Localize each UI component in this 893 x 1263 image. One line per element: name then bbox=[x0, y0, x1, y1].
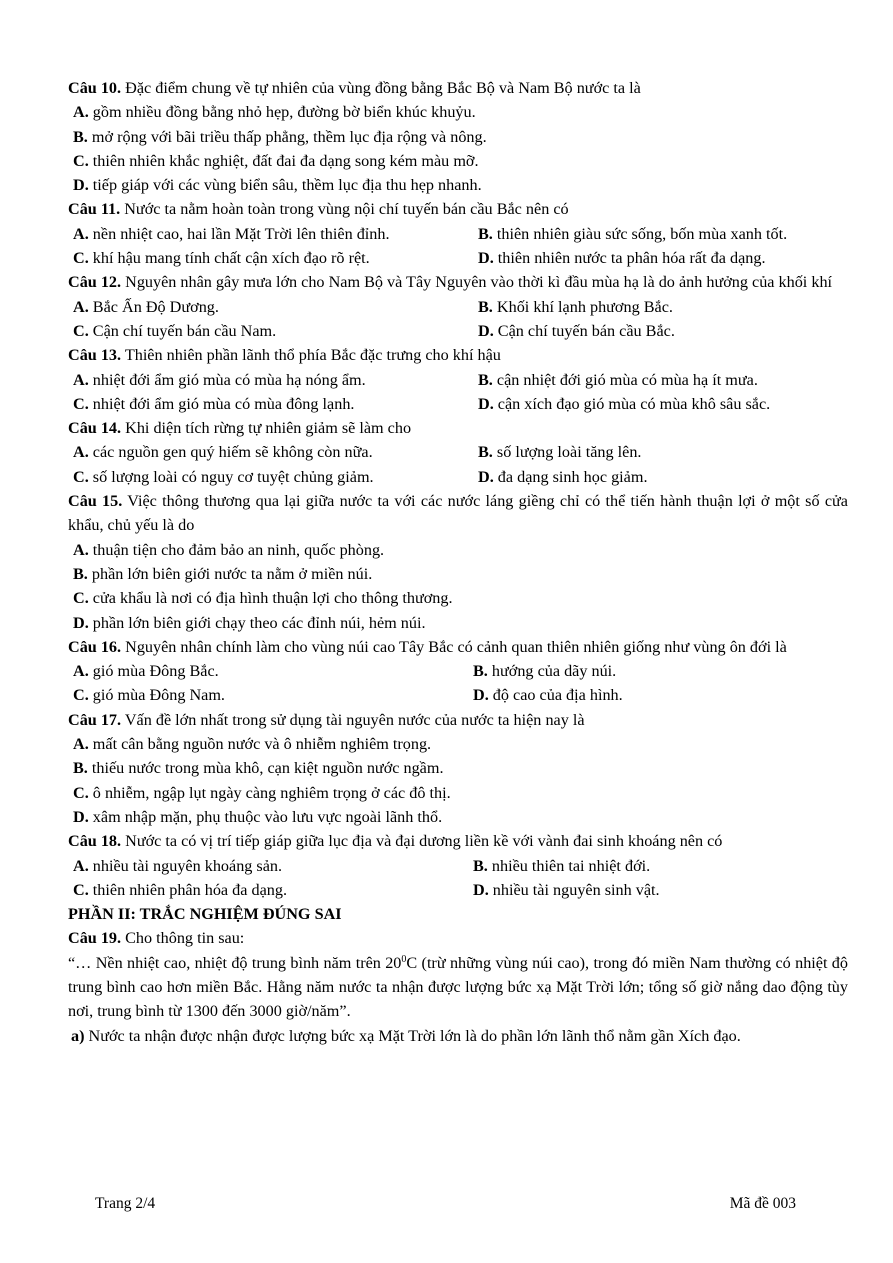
option-text: gió mùa Đông Bắc. bbox=[88, 662, 219, 681]
option-key: D. bbox=[73, 807, 89, 826]
option-text: xâm nhập mặn, phụ thuộc vào lưu vực ngoài lãnh thổ. bbox=[88, 807, 443, 826]
option-a bbox=[73, 854, 473, 878]
option-key: D. bbox=[478, 321, 494, 340]
option-row bbox=[73, 246, 848, 270]
option-text: thiên nhiên phân hóa đa dạng. bbox=[88, 880, 287, 899]
question-12 bbox=[68, 270, 848, 294]
option-key: D. bbox=[73, 176, 89, 195]
option-b bbox=[473, 659, 616, 683]
option-text: ô nhiễm, ngập lụt ngày càng nghiêm trọng ở các đô thị. bbox=[88, 783, 451, 802]
option-c bbox=[73, 683, 473, 707]
option-key: B. bbox=[473, 662, 488, 681]
option-key: D. bbox=[73, 613, 89, 632]
option-text: số lượng loài tăng lên. bbox=[492, 443, 642, 462]
question-text: Việc thông thương qua lại giữa nước ta với các nước láng giềng chỉ có thể tiến hành thuận lợi ở một số cửa khẩu, chủ yếu là do bbox=[68, 492, 848, 535]
question-label: Câu 10. bbox=[68, 79, 122, 97]
question-13 bbox=[68, 343, 848, 367]
option-d bbox=[73, 611, 848, 635]
question-label: Câu 13. bbox=[68, 346, 122, 365]
option-text: số lượng loài có nguy cơ tuyệt chủng giảm. bbox=[88, 467, 374, 486]
option-key: C. bbox=[73, 321, 89, 340]
option-text: nền nhiệt cao, hai lần Mặt Trời lên thiên đỉnh. bbox=[88, 224, 390, 243]
question-label: Câu 16. bbox=[68, 637, 122, 656]
option-row bbox=[73, 368, 848, 392]
exam-page bbox=[68, 76, 848, 1048]
option-c bbox=[73, 878, 473, 902]
option-text: nhiều tài nguyên sinh vật. bbox=[488, 880, 660, 899]
option-text: thiên nhiên khắc nghiệt, đất đai đa dạng song kém màu mỡ. bbox=[88, 151, 479, 170]
option-key: A. bbox=[73, 735, 89, 754]
option-d bbox=[478, 465, 648, 489]
option-text: Cận chí tuyến bán cầu Bắc. bbox=[493, 321, 675, 340]
option-c bbox=[73, 246, 478, 270]
page-number: Trang 2/4 bbox=[95, 1195, 156, 1212]
option-row bbox=[73, 878, 848, 902]
option-b bbox=[73, 562, 848, 586]
question-17 bbox=[68, 708, 848, 732]
option-key: D. bbox=[478, 394, 494, 413]
option-key: B. bbox=[478, 224, 493, 243]
option-text: gồm nhiều đồng bằng nhỏ hẹp, đường bờ biển khúc khuỷu. bbox=[88, 103, 476, 122]
option-a bbox=[73, 222, 478, 246]
question-text: Nước ta có vị trí tiếp giáp giữa lục địa và đại dương liền kề với vành đai sinh khoáng nên có bbox=[121, 832, 723, 851]
option-text: thiếu nước trong mùa khô, cạn kiệt nguồn nước ngầm. bbox=[87, 759, 444, 778]
option-text: khí hậu mang tính chất cận xích đạo rõ rệt. bbox=[88, 249, 370, 268]
option-text: đa dạng sinh học giảm. bbox=[493, 467, 648, 486]
statement-a bbox=[71, 1024, 848, 1048]
question-11 bbox=[68, 197, 848, 221]
option-a bbox=[73, 538, 848, 562]
question-text: Vấn đề lớn nhất trong sử dụng tài nguyên nước của nước ta hiện nay là bbox=[121, 710, 585, 729]
option-text: cận xích đạo gió mùa có mùa khô sâu sắc. bbox=[493, 394, 771, 413]
option-text: mở rộng với bãi triều thấp phẳng, thềm lục địa rộng và nông. bbox=[87, 127, 487, 146]
option-b bbox=[73, 125, 848, 149]
degree-superscript: 0 bbox=[401, 953, 407, 965]
option-row bbox=[73, 295, 848, 319]
option-text: phần lớn biên giới chạy theo các đỉnh núi, hẻm núi. bbox=[88, 613, 426, 632]
option-c bbox=[73, 149, 848, 173]
statement-label: a) bbox=[71, 1026, 85, 1045]
option-c bbox=[73, 781, 848, 805]
option-key: A. bbox=[73, 103, 89, 122]
question-text: Cho thông tin sau: bbox=[121, 929, 245, 948]
option-d bbox=[478, 392, 770, 416]
option-key: A. bbox=[73, 370, 89, 389]
option-key: C. bbox=[73, 589, 89, 608]
option-d bbox=[73, 173, 848, 197]
question-18 bbox=[68, 829, 848, 853]
option-c bbox=[73, 586, 848, 610]
option-d bbox=[73, 805, 848, 829]
option-key: C. bbox=[73, 394, 89, 413]
option-key: B. bbox=[73, 127, 88, 146]
option-a bbox=[73, 295, 478, 319]
question-19 bbox=[68, 926, 848, 950]
question-label: Câu 15. bbox=[68, 492, 123, 511]
question-14 bbox=[68, 416, 848, 440]
option-text: gió mùa Đông Nam. bbox=[88, 686, 225, 705]
option-b bbox=[478, 440, 641, 464]
part-heading: PHẦN II: TRẮC NGHIỆM ĐÚNG SAI bbox=[68, 905, 342, 924]
question-text: Nguyên nhân chính làm cho vùng núi cao Tây Bắc có cảnh quan thiên nhiên giống như vùng ôn đới là bbox=[121, 637, 787, 656]
option-text: nhiệt đới ẩm gió mùa có mùa hạ nóng ẩm. bbox=[88, 370, 366, 389]
question-15 bbox=[68, 489, 848, 538]
question-10 bbox=[68, 76, 848, 100]
option-key: B. bbox=[73, 564, 88, 583]
option-row bbox=[73, 854, 848, 878]
option-key: A. bbox=[73, 224, 89, 243]
option-b bbox=[73, 756, 848, 780]
option-key: C. bbox=[73, 249, 89, 268]
option-d bbox=[473, 683, 623, 707]
option-c bbox=[73, 319, 478, 343]
option-text: phần lớn biên giới nước ta nằm ở miền núi. bbox=[87, 564, 373, 583]
option-a bbox=[73, 659, 473, 683]
option-text: cửa khẩu là nơi có địa hình thuận lợi cho thông thương. bbox=[88, 589, 453, 608]
option-a bbox=[73, 732, 848, 756]
option-text: thuận tiện cho đảm bảo an ninh, quốc phòng. bbox=[88, 540, 385, 559]
option-key: B. bbox=[478, 443, 493, 462]
option-key: C. bbox=[73, 686, 89, 705]
question-label: Câu 14. bbox=[68, 419, 122, 438]
option-key: A. bbox=[73, 856, 89, 875]
question-label: Câu 12. bbox=[68, 273, 122, 292]
question-text: Thiên nhiên phần lãnh thổ phía Bắc đặc trưng cho khí hậu bbox=[121, 346, 501, 365]
option-d bbox=[478, 319, 675, 343]
option-key: A. bbox=[73, 662, 89, 681]
option-text: thiên nhiên nước ta phân hóa rất đa dạng. bbox=[493, 249, 766, 268]
quote-paragraph bbox=[68, 951, 848, 1024]
option-row bbox=[73, 465, 848, 489]
option-key: D. bbox=[478, 249, 494, 268]
option-key: C. bbox=[73, 783, 89, 802]
option-text: Bắc Ấn Độ Dương. bbox=[88, 297, 219, 316]
option-key: B. bbox=[478, 297, 493, 316]
option-b bbox=[478, 222, 787, 246]
question-label: Câu 11. bbox=[68, 200, 121, 219]
option-text: hướng của dãy núi. bbox=[487, 662, 617, 681]
option-key: D. bbox=[473, 686, 489, 705]
option-row bbox=[73, 392, 848, 416]
option-key: A. bbox=[73, 443, 89, 462]
option-row bbox=[73, 659, 848, 683]
option-row bbox=[73, 319, 848, 343]
quote-text: “… Nền nhiệt cao, nhiệt độ trung bình năm trên 20 bbox=[68, 953, 402, 972]
option-d bbox=[478, 246, 766, 270]
option-text: cận nhiệt đới gió mùa có mùa hạ ít mưa. bbox=[492, 370, 758, 389]
option-text: nhiệt đới ẩm gió mùa có mùa đông lạnh. bbox=[88, 394, 355, 413]
option-b bbox=[478, 295, 673, 319]
option-text: mất cân bằng nguồn nước và ô nhiễm nghiêm trọng. bbox=[88, 735, 432, 754]
option-a bbox=[73, 368, 478, 392]
option-text: tiếp giáp với các vùng biển sâu, thềm lục địa thu hẹp nhanh. bbox=[88, 176, 482, 195]
question-label: Câu 19. bbox=[68, 929, 122, 948]
option-c bbox=[73, 392, 478, 416]
option-text: Cận chí tuyến bán cầu Nam. bbox=[88, 321, 277, 340]
option-row bbox=[73, 683, 848, 707]
option-text: Khối khí lạnh phương Bắc. bbox=[492, 297, 673, 316]
exam-code: Mã đề 003 bbox=[729, 1195, 796, 1212]
option-key: C. bbox=[73, 467, 89, 486]
option-key: B. bbox=[478, 370, 493, 389]
option-text: các nguồn gen quý hiếm sẽ không còn nữa. bbox=[88, 443, 373, 462]
option-b bbox=[478, 368, 758, 392]
option-key: D. bbox=[473, 880, 489, 899]
question-label: Câu 17. bbox=[68, 710, 122, 729]
question-text: Đặc điểm chung về tự nhiên của vùng đồng bằng Bắc Bộ và Nam Bộ nước ta là bbox=[121, 79, 641, 97]
option-key: A. bbox=[73, 540, 89, 559]
quote-text: C (trừ những vùng núi cao), trong đó miền Nam thường có nhiệt độ trung bình cao hơn miền Bắc. Hằng năm nước ta nhận được lượng bức xạ Mặt Trời lớn; tổng số giờ nắng dao động tùy nơi, trung bình từ 1300 đến 3000 giờ/năm”. bbox=[68, 953, 848, 1021]
option-text: nhiều thiên tai nhiệt đới. bbox=[487, 856, 651, 875]
option-key: C. bbox=[73, 151, 89, 170]
option-a bbox=[73, 440, 478, 464]
option-key: A. bbox=[73, 297, 89, 316]
option-text: nhiều tài nguyên khoáng sản. bbox=[88, 856, 283, 875]
option-c bbox=[73, 465, 478, 489]
question-text: Nước ta nằm hoàn toàn trong vùng nội chí tuyến bán cầu Bắc nên có bbox=[120, 200, 569, 219]
question-label: Câu 18. bbox=[68, 832, 122, 851]
statement-text: Nước ta nhận được nhận được lượng bức xạ Mặt Trời lớn là do phần lớn lãnh thổ nằm gần Xích đạo. bbox=[84, 1026, 741, 1045]
option-a bbox=[73, 100, 848, 124]
option-b bbox=[473, 854, 650, 878]
option-text: độ cao của địa hình. bbox=[488, 686, 623, 705]
option-key: B. bbox=[73, 759, 88, 778]
option-text: thiên nhiên giàu sức sống, bốn mùa xanh tốt. bbox=[492, 224, 788, 243]
option-row bbox=[73, 440, 848, 464]
option-key: B. bbox=[473, 856, 488, 875]
option-d bbox=[473, 878, 660, 902]
question-text: Khi diện tích rừng tự nhiên giảm sẽ làm cho bbox=[121, 419, 412, 438]
question-16 bbox=[68, 635, 848, 659]
option-row bbox=[73, 222, 848, 246]
question-text: Nguyên nhân gây mưa lớn cho Nam Bộ và Tây Nguyên vào thời kì đầu mùa hạ là do ảnh hưởng của khối khí bbox=[121, 273, 833, 292]
option-key: C. bbox=[73, 880, 89, 899]
option-key: D. bbox=[478, 467, 494, 486]
